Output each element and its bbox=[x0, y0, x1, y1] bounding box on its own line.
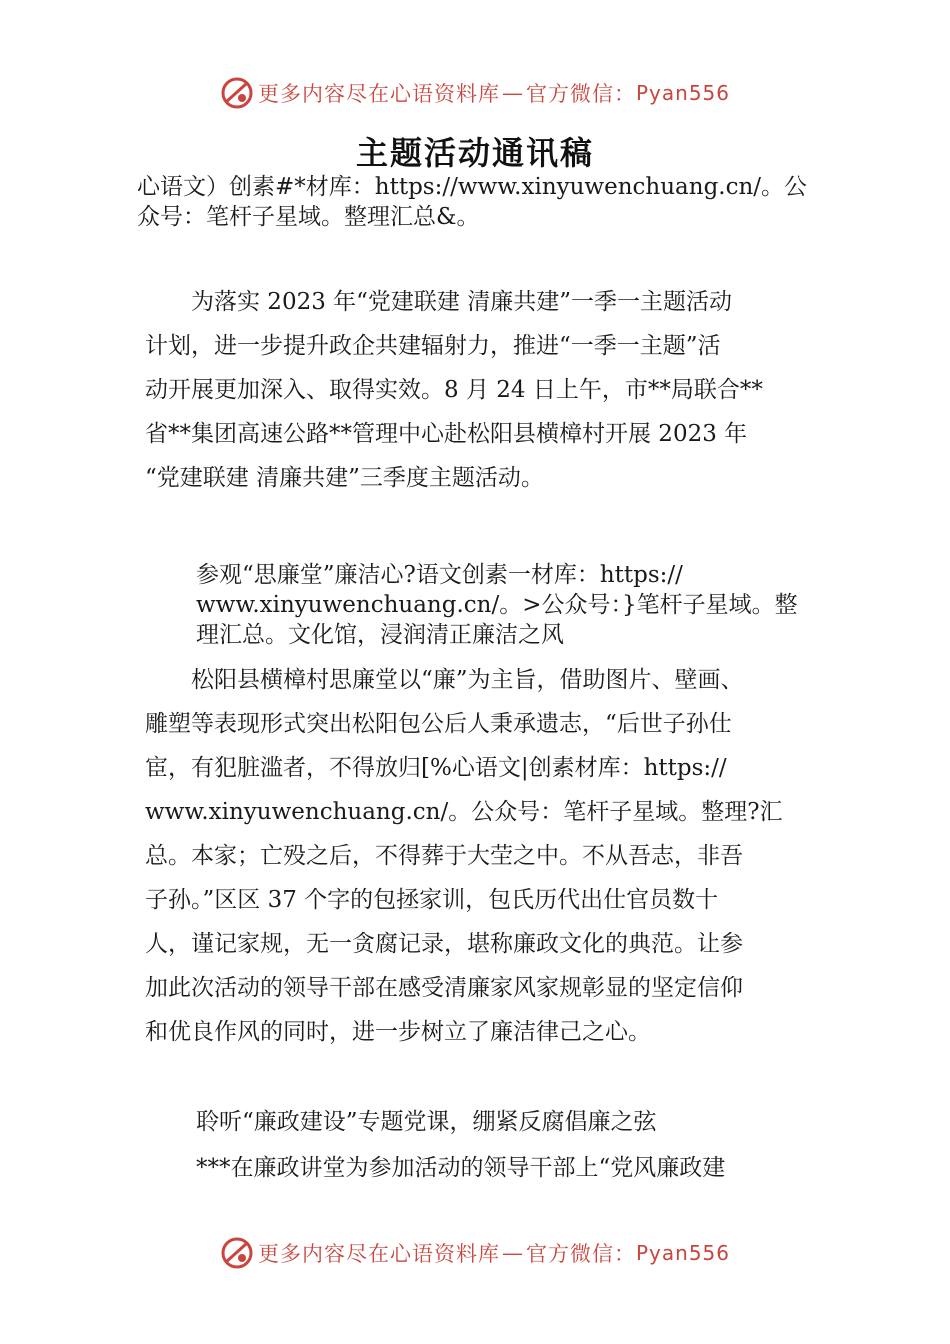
watermark-line-2: 众号：笔杆子星域。整理汇总&。 bbox=[137, 204, 480, 230]
paragraph-line: 和优良作风的同时，进一步树立了廉洁律己之心。 bbox=[145, 1019, 651, 1045]
brand-logo-icon bbox=[220, 76, 254, 110]
section-heading-2 bbox=[145, 1100, 815, 1144]
banner-wechat-id: Pyan556 bbox=[635, 1241, 730, 1265]
paragraph-line: “党建联建 清廉共建”三季度主题活动。 bbox=[145, 465, 544, 491]
paragraph-line: 总。本家；亡殁之后，不得葬于大茔之中。不从吾志，非吾 bbox=[145, 843, 743, 869]
paragraph-line: www.xinyuwenchuang.cn/。公众号：笔杆子星域。整理?汇 bbox=[145, 799, 783, 825]
banner-wechat-id: Pyan556 bbox=[635, 81, 730, 105]
paragraph-line: 宦，有犯脏滥者，不得放归[%心语文|创素材库：https:// bbox=[145, 755, 727, 781]
brand-logo-icon bbox=[220, 1236, 254, 1270]
heading-line: 聆听“廉政建设”专题党课，绷紧反腐倡廉之弦 bbox=[196, 1109, 657, 1135]
heading-line: 理汇总。文化馆，浸润清正廉洁之风 bbox=[196, 622, 564, 648]
banner-separator: — bbox=[501, 81, 524, 105]
footer-watermark-banner bbox=[0, 1233, 950, 1273]
banner-separator: — bbox=[501, 1241, 524, 1265]
banner-text: 更多内容尽在心语资料库 bbox=[257, 1242, 500, 1266]
header-watermark-banner bbox=[0, 73, 950, 113]
paragraph-line: ***在廉政讲堂为参加活动的领导干部上“党风廉政建 bbox=[196, 1155, 726, 1181]
paragraph-line: 为落实 2023 年“党建联建 清廉共建”一季一主题活动 bbox=[145, 289, 732, 315]
paragraph-line: 加此次活动的领导干部在感受清廉家风家规彰显的坚定信仰 bbox=[145, 975, 743, 1001]
paragraph-line: 雕塑等表现形式突出松阳包公后人秉承遗志，“后世子孙仕 bbox=[145, 711, 732, 737]
document-title: 主题活动通讯稿 bbox=[355, 134, 594, 172]
banner-wechat-label: 官方微信： bbox=[525, 1242, 636, 1266]
paragraph-line: 子孙。”区区 37 个字的包拯家训，包氏历代出仕官员数十 bbox=[145, 887, 719, 913]
watermark-line-1: 心语文）创素#*材库：https://www.xinyuwenchuang.cn/。公 bbox=[137, 174, 808, 200]
heading-line: 参观“思廉堂”廉洁心?语文创素一材库：https:// bbox=[196, 562, 683, 588]
paragraph-line: 计划，进一步提升政企共建辐射力，推进“一季一主题”活 bbox=[145, 333, 721, 359]
paragraph-line: 动开展更加深入、取得实效。8 月 24 日上午，市**局联合** bbox=[145, 377, 763, 403]
paragraph-1 bbox=[145, 280, 815, 500]
paragraph-2 bbox=[145, 658, 815, 1054]
banner-wechat-label: 官方微信： bbox=[525, 82, 636, 106]
paragraph-line: 松阳县横樟村思廉堂以“廉”为主旨，借助图片、壁画、 bbox=[145, 667, 744, 693]
paragraph-3 bbox=[145, 1146, 815, 1190]
paragraph-line: 人，谨记家规，无一贪腐记录，堪称廉政文化的典范。让参 bbox=[145, 931, 743, 957]
paragraph-line: 省**集团高速公路**管理中心赴松阳县横樟村开展 2023 年 bbox=[145, 421, 748, 447]
section-heading-1 bbox=[196, 560, 836, 650]
heading-line: www.xinyuwenchuang.cn/。>公众号：}笔杆子星域。整 bbox=[196, 592, 798, 618]
banner-text: 更多内容尽在心语资料库 bbox=[257, 82, 500, 106]
